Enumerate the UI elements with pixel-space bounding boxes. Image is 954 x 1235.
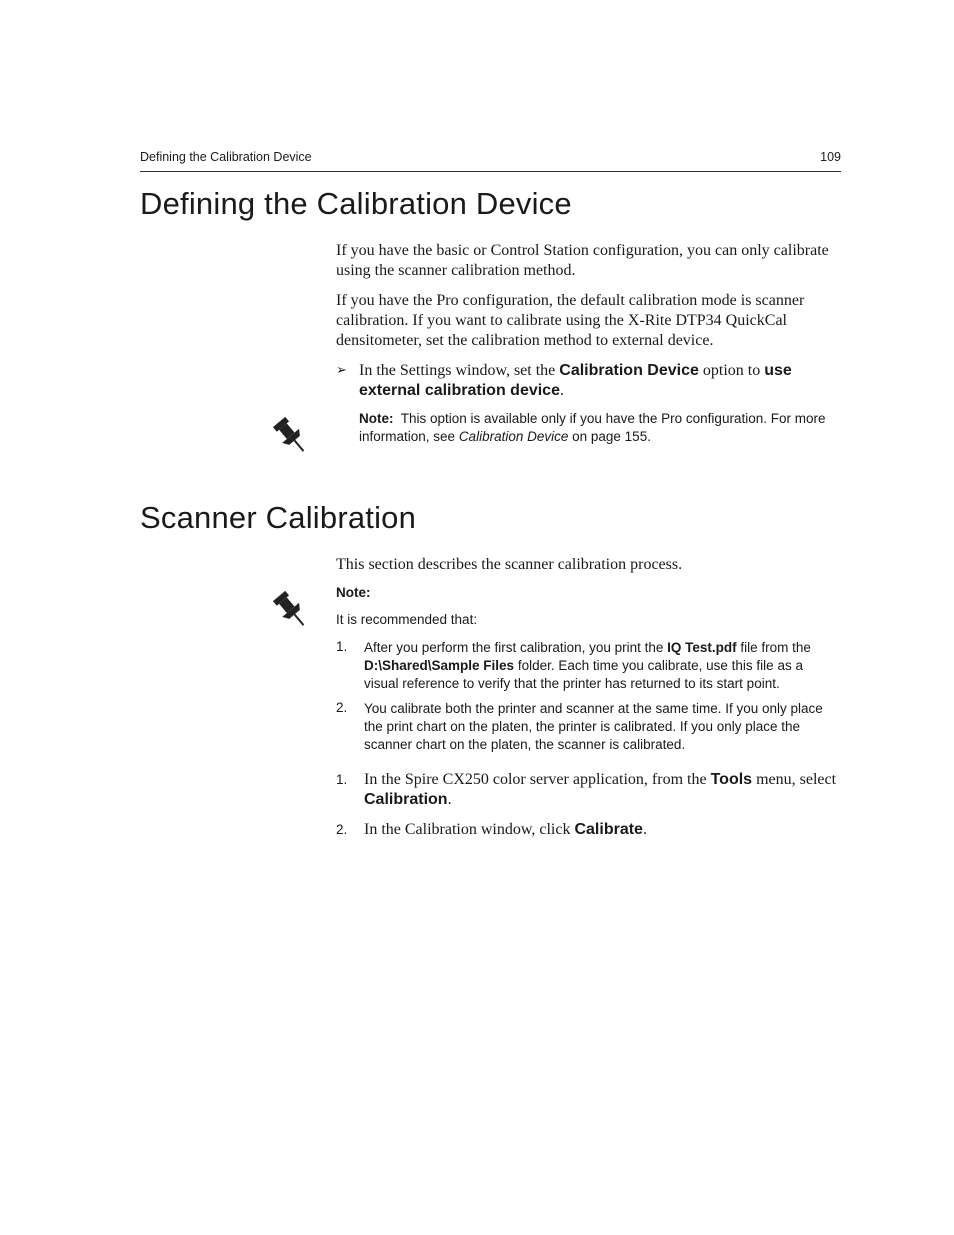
file-name: IQ Test.pdf bbox=[667, 640, 737, 655]
step-number: 1. bbox=[336, 772, 348, 787]
note-pro-only bbox=[359, 410, 841, 446]
procedure-step-1 bbox=[364, 770, 841, 810]
note-item-number: 2. bbox=[336, 700, 348, 715]
note-text: This option is available only if you have the Pro configuration. For more information, see bbox=[359, 411, 830, 444]
step-text-post: . bbox=[559, 382, 564, 399]
note-item-2: You calibrate both the printer and scanner at the same time. If you only place the print chart on the platen, the printer is calibrated. If you only place the scanner chart on the platen, the scanner is calibrated. bbox=[364, 701, 823, 752]
paragraph-basic-config: If you have the basic or Control Station configuration, you can only calibrate using the scanner calibration method. bbox=[336, 242, 829, 279]
step-number: 2. bbox=[336, 822, 348, 837]
procedure-step-2 bbox=[364, 820, 841, 840]
step-arrow-icon: ➢ bbox=[336, 362, 347, 377]
step-text: In the Calibration window, click bbox=[364, 821, 575, 838]
option-value: use external calibration device bbox=[359, 362, 792, 399]
note-item-text: file from the bbox=[736, 640, 811, 655]
pushpin-icon bbox=[268, 586, 312, 632]
page-number: 109 bbox=[820, 150, 841, 164]
step-text-mid: option to bbox=[698, 362, 765, 379]
note-label: Note: bbox=[359, 411, 394, 426]
paragraph-intro: This section describes the scanner calibration process. bbox=[336, 556, 683, 573]
menu-name: Tools bbox=[710, 771, 753, 788]
step-text: . bbox=[642, 821, 647, 838]
option-name: Calibration Device bbox=[559, 362, 699, 379]
section-title-scanner-calibration: Scanner Calibration bbox=[140, 500, 417, 535]
step-text-pre: In the Settings window, set the bbox=[359, 362, 560, 379]
folder-path: D:\Shared\Sample Files bbox=[364, 658, 515, 673]
procedure-step bbox=[359, 361, 839, 401]
note-item-number: 1. bbox=[336, 639, 348, 654]
header-section-title: Defining the Calibration Device bbox=[140, 150, 312, 164]
menu-item-name: Calibration bbox=[364, 791, 448, 808]
note-label-2 bbox=[336, 584, 371, 602]
paragraph-pro-config: If you have the Pro configuration, the default calibration mode is scanner calibration. If you want to calibrate using the X-Rite DTP34 QuickCal densitometer, set the calibration method to external device. bbox=[336, 292, 805, 349]
note-item-1 bbox=[364, 639, 841, 693]
note-lead: It is recommended that: bbox=[336, 612, 478, 627]
step-text: . bbox=[447, 791, 452, 808]
cross-reference-link[interactable]: Calibration Device bbox=[458, 429, 569, 444]
note-item-text: folder. Each time you calibrate, use this file as a visual reference to verify that the printer has returned to its start point. bbox=[364, 658, 803, 691]
running-header bbox=[140, 150, 841, 172]
section-title-calibration-device: Defining the Calibration Device bbox=[140, 186, 572, 221]
step-text: In the Spire CX250 color server application, from the bbox=[364, 771, 711, 788]
note-text-end: on page 155. bbox=[568, 429, 651, 444]
note-item-text: After you perform the first calibration, you print the bbox=[364, 640, 668, 655]
note-label: Note: bbox=[336, 585, 371, 600]
pushpin-icon bbox=[268, 412, 312, 458]
step-text: menu, select bbox=[752, 771, 837, 788]
button-name: Calibrate bbox=[574, 821, 643, 838]
